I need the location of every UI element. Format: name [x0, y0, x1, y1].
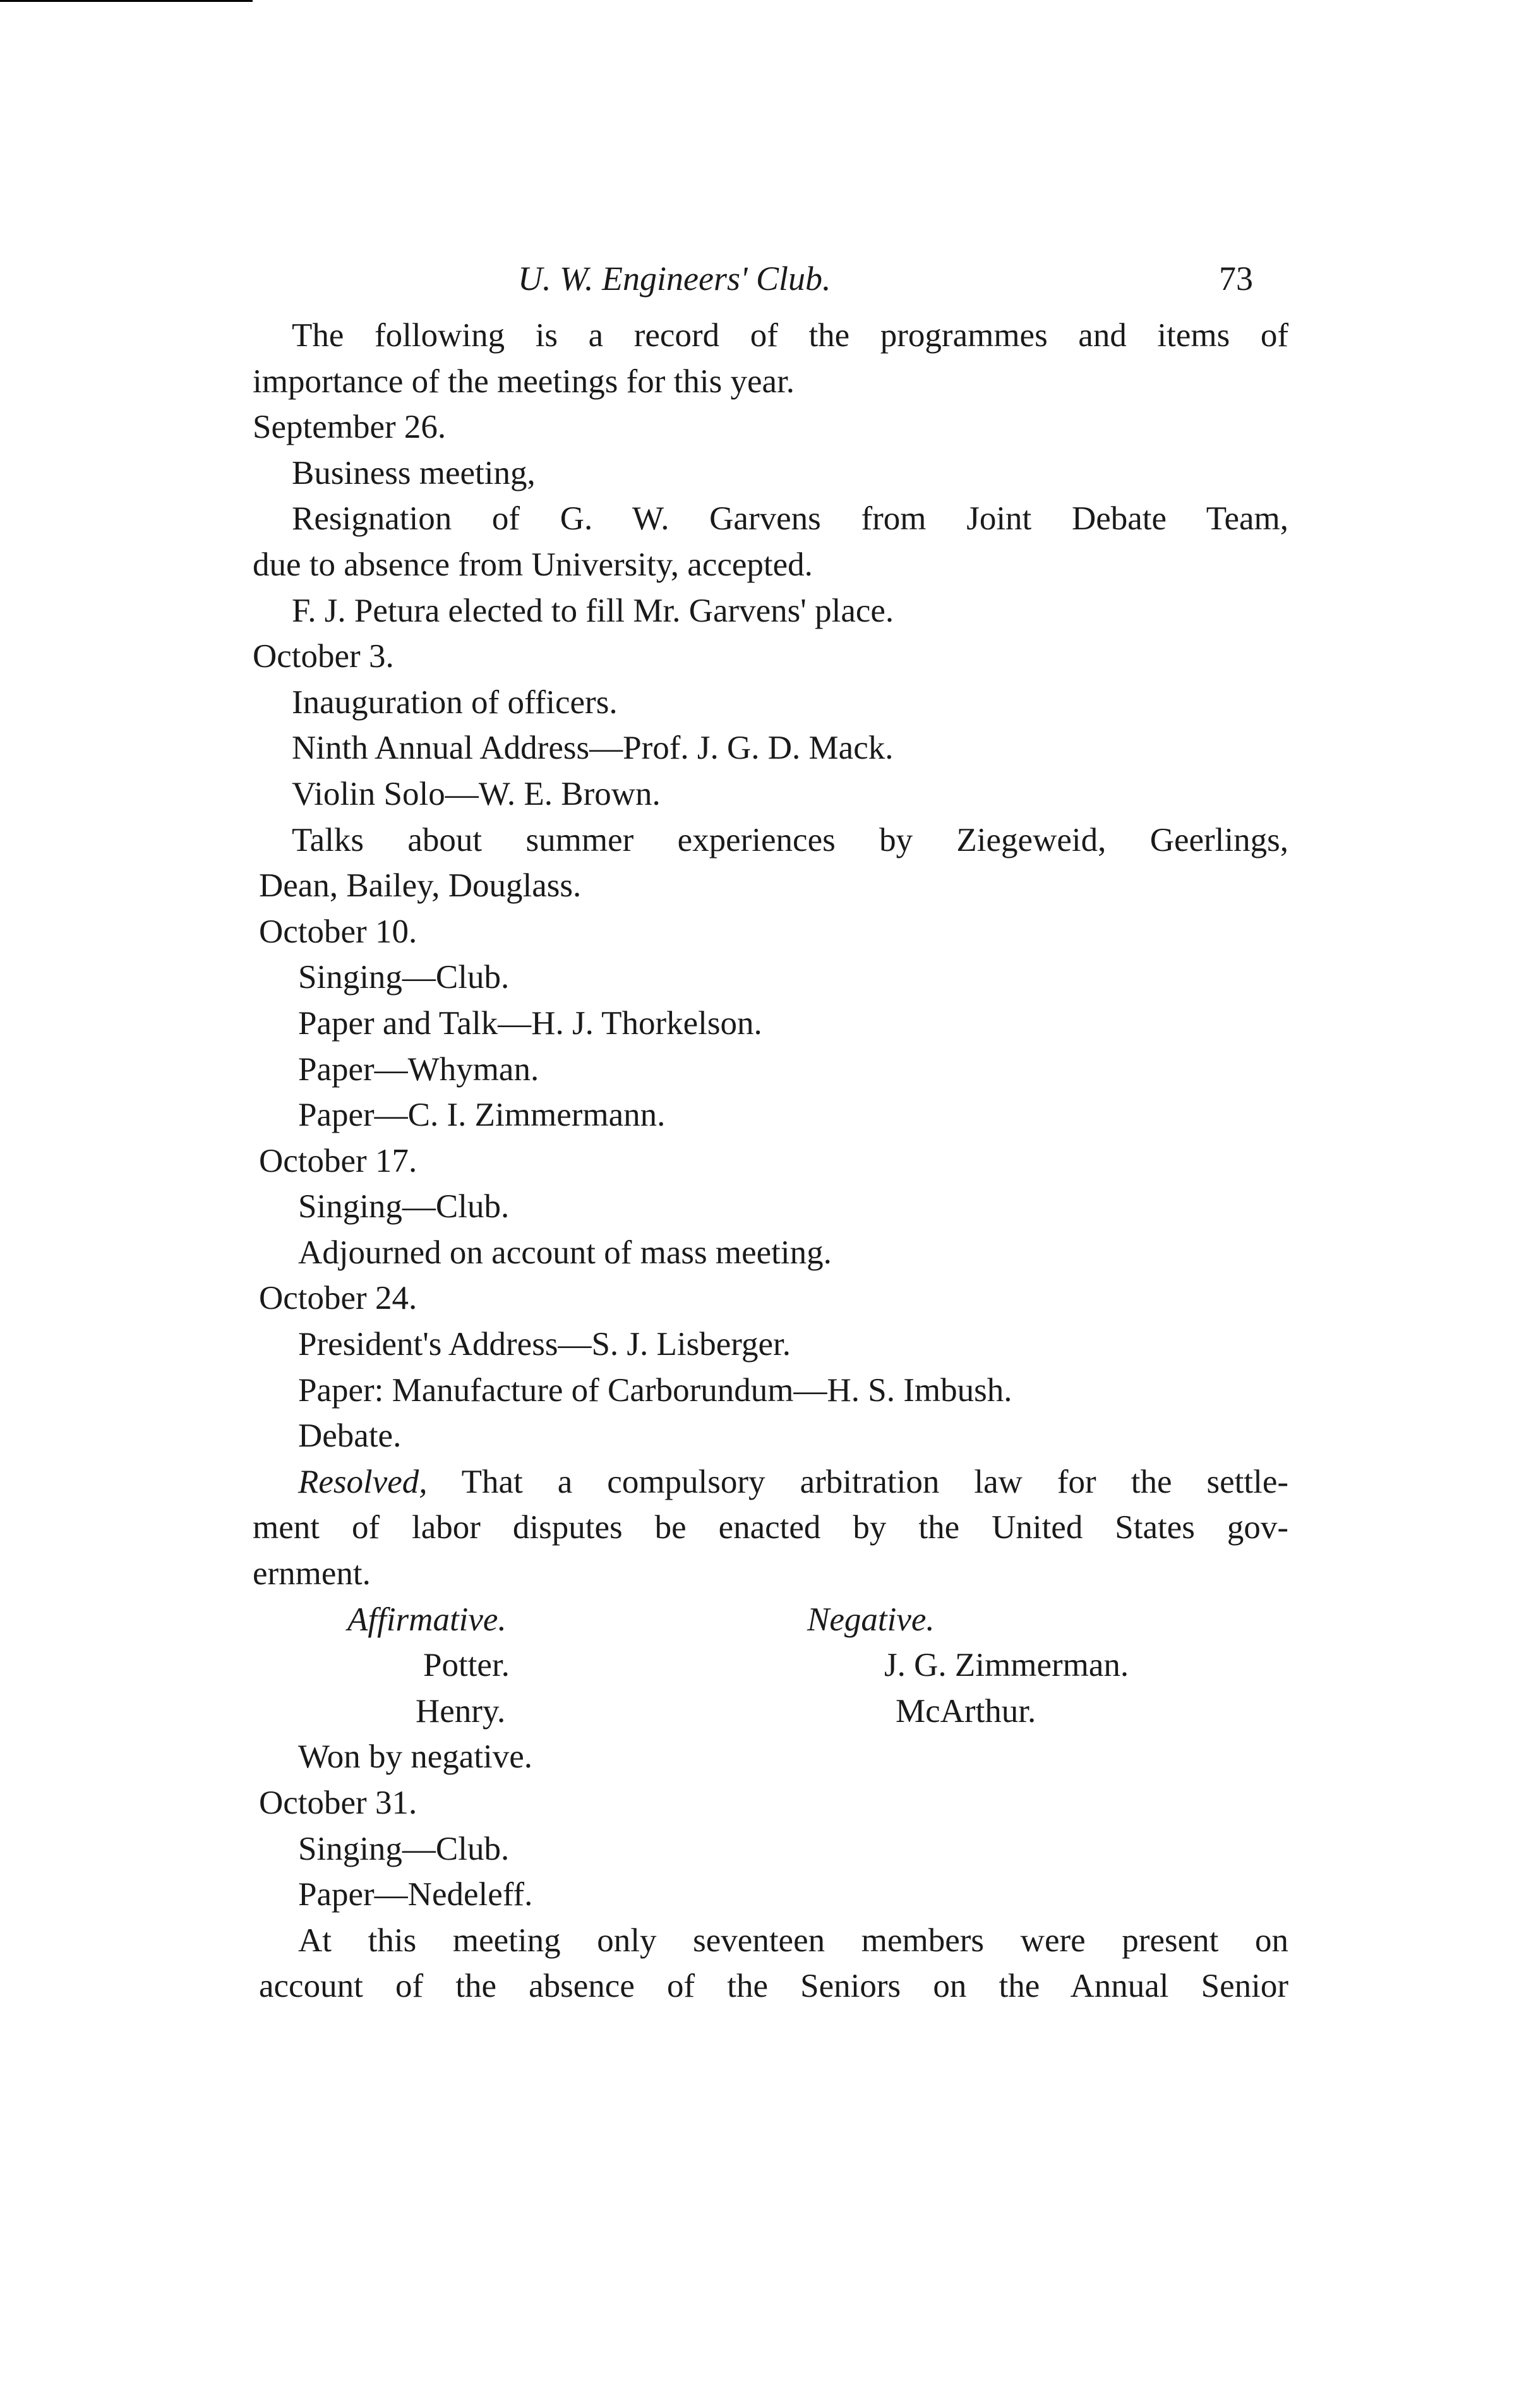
oct17-item-2: Adjourned on account of mass meeting. [298, 1234, 832, 1271]
oct10-item-3: Paper—Whyman. [298, 1050, 539, 1088]
affirmative-member: Potter. [423, 1647, 510, 1684]
debate-resolution-line-1 [253, 1459, 1288, 1505]
meeting-date-oct17: October 17. [259, 1142, 417, 1179]
resolution-text: That a compulsory arbitration law for the settle- [427, 1463, 1288, 1500]
oct3-item-1: Inauguration of officers. [292, 683, 618, 721]
oct31-item-1: Singing—Club. [298, 1830, 510, 1867]
debate-resolution-line-3: ernment. [253, 1555, 371, 1592]
debate-resolution-line-2: ment of labor disputes be enacted by the United States gov- [253, 1509, 1288, 1546]
intro-line-1: The following is a record of the programmes and items of [292, 317, 1288, 354]
meeting-date-oct3: October 3. [253, 638, 394, 675]
sep26-item-3: F. J. Petura elected to fill Mr. Garvens' place. [292, 592, 894, 629]
oct24-item-2: Paper: Manufacture of Carborundum—H. S. Imbush. [298, 1371, 1012, 1409]
sep26-item-2: Resignation of G. W. Garvens from Joint Debate Team, [292, 500, 1288, 538]
oct10-item-1: Singing—Club. [298, 959, 510, 996]
oct3-item-3: Violin Solo—W. E. Brown. [292, 775, 661, 812]
oct3-item-4-cont: Dean, Bailey, Douglass. [259, 867, 582, 905]
top-edge-rule [0, 0, 253, 2]
oct31-note-line-2: account of the absence of the Seniors on the Annual Senior [259, 1968, 1288, 2005]
oct3-item-2: Ninth Annual Address—Prof. J. G. D. Mack. [292, 730, 894, 767]
intro-line-2: importance of the meetings for this year. [253, 363, 795, 400]
running-header [253, 250, 1288, 313]
page-number: 73 [1219, 260, 1253, 298]
oct31-note-line-1: At this meeting only seventeen members were present on [298, 1922, 1288, 1959]
negative-member: McArthur. [896, 1692, 1036, 1730]
debate-result: Won by negative. [298, 1738, 533, 1776]
affirmative-heading: Affirmative. [347, 1601, 507, 1638]
book-page [253, 250, 1288, 2009]
meeting-date-oct24: October 24. [259, 1280, 417, 1317]
debate-teams [253, 1597, 1288, 1735]
sep26-item-2-cont: due to absence from University, accepted. [253, 546, 813, 583]
meeting-date-sep26: September 26. [253, 409, 447, 446]
negative-member: J. G. Zimmerman. [884, 1647, 1129, 1684]
affirmative-member: Henry. [416, 1692, 506, 1730]
oct31-item-2: Paper—Nedeleff. [298, 1876, 533, 1913]
oct17-item-1: Singing—Club. [298, 1188, 510, 1225]
meeting-date-oct10: October 10. [259, 913, 417, 950]
meeting-date-oct31: October 31. [259, 1785, 417, 1822]
resolved-word: Resolved, [298, 1463, 428, 1500]
oct24-item-1: President's Address—S. J. Lisberger. [298, 1326, 791, 1363]
oct10-item-2: Paper and Talk—H. J. Thorkelson. [298, 1004, 762, 1042]
sep26-item-1: Business meeting, [292, 454, 536, 491]
running-title: U. W. Engineers' Club. [518, 260, 831, 298]
oct24-item-3: Debate. [298, 1418, 402, 1455]
oct10-item-4: Paper—C. I. Zimmermann. [298, 1097, 666, 1134]
negative-heading: Negative. [807, 1601, 935, 1638]
oct3-item-4: Talks about summer experiences by Ziegeweid, Geerlings, [292, 821, 1288, 858]
